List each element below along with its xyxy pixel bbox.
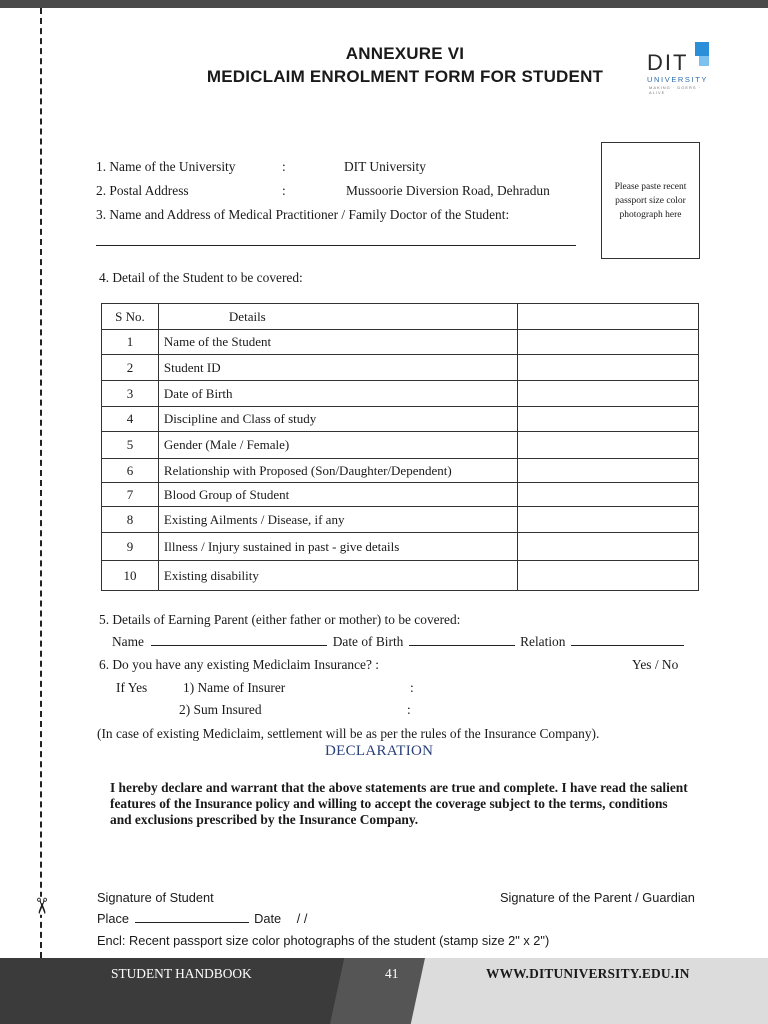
- table-header-row: [102, 304, 699, 330]
- header-sno: S No.: [102, 304, 159, 330]
- declaration-title: DECLARATION: [325, 743, 434, 759]
- university-name-value: DIT University: [344, 159, 426, 174]
- date-field[interactable]: / /: [296, 911, 308, 926]
- row-detail: Illness / Injury sustained in past - give details: [158, 533, 517, 561]
- scissors-icon: ✂: [28, 896, 54, 916]
- parent-details-line: [112, 634, 684, 650]
- insurer-name-label: 1) Name of Insurer: [183, 680, 286, 695]
- annexure-title: ANNEXURE VI: [345, 44, 465, 63]
- row-sno: 2: [102, 355, 159, 381]
- sum-insured-label: 2) Sum Insured: [179, 702, 262, 717]
- row-entry-cell[interactable]: [518, 533, 699, 561]
- parent-relation-field[interactable]: [571, 634, 684, 646]
- university-name-label: 1. Name of the University: [96, 159, 236, 174]
- table-row: [102, 533, 699, 561]
- table-row: [102, 561, 699, 591]
- row-detail: Date of Birth: [158, 381, 517, 407]
- parent-dob-field[interactable]: [409, 634, 515, 646]
- row-entry-cell[interactable]: [518, 459, 699, 483]
- row-detail: Gender (Male / Female): [158, 432, 517, 459]
- row-entry-cell[interactable]: [518, 330, 699, 355]
- table-row: [102, 507, 699, 533]
- medical-practitioner-line[interactable]: [96, 245, 576, 246]
- logo-subtext: UNIVERSITY: [647, 75, 709, 84]
- insurance-yes-no[interactable]: Yes / No: [632, 657, 679, 672]
- university-name-colon: :: [282, 159, 286, 174]
- row-detail: Relationship with Proposed (Son/Daughter/Dependent): [158, 459, 517, 483]
- declaration-body: I hereby declare and warrant that the above statements are true and complete. I have read the salient features of the Insurance policy and willing to accept the coverage subject to the terms, conditions and exclusions prescribed by the Insurance Company.: [110, 780, 688, 827]
- row-sno: 5: [102, 432, 159, 459]
- parent-name-field[interactable]: [151, 634, 327, 646]
- row-entry-cell[interactable]: [518, 432, 699, 459]
- row-detail: Discipline and Class of study: [158, 407, 517, 432]
- table-row: [102, 407, 699, 432]
- row-sno: 1: [102, 330, 159, 355]
- parent-dob-label: Date of Birth: [332, 634, 404, 649]
- student-signature-label: Signature of Student: [97, 890, 214, 905]
- photo-box-text: Please paste recent passport size color photograph here: [614, 181, 687, 220]
- parent-name-label: Name: [112, 634, 144, 649]
- row-sno: 9: [102, 533, 159, 561]
- header-details: Details: [158, 304, 517, 330]
- if-yes-label: If Yes: [116, 680, 148, 695]
- row-sno: 10: [102, 561, 159, 591]
- date-label: Date: [254, 911, 282, 926]
- row-detail: Name of the Student: [158, 330, 517, 355]
- top-border: [0, 0, 768, 8]
- form-title: MEDICLAIM ENROLMENT FORM FOR STUDENT: [206, 67, 604, 86]
- enclosure-note: Encl: Recent passport size color photographs of the student (stamp size 2" x 2"): [97, 933, 550, 948]
- footer-page-number: 41: [385, 966, 399, 981]
- row-entry-cell[interactable]: [518, 407, 699, 432]
- section6-question: 6. Do you have any existing Mediclaim Insurance? :: [99, 657, 380, 672]
- table-row: [102, 381, 699, 407]
- row-detail: Existing Ailments / Disease, if any: [158, 507, 517, 533]
- footer-page-band: [330, 958, 425, 1024]
- sum-insured-colon[interactable]: :: [407, 702, 411, 717]
- table-row: [102, 330, 699, 355]
- row-entry-cell[interactable]: [518, 507, 699, 533]
- student-details-table: [101, 303, 699, 591]
- place-label: Place: [97, 911, 130, 926]
- postal-address-colon: :: [282, 183, 286, 198]
- existing-mediclaim-note: (In case of existing Mediclaim, settlement will be as per the rules of the Insurance Company).: [97, 726, 600, 741]
- medical-practitioner-label: 3. Name and Address of Medical Practitioner / Family Doctor of the Student:: [96, 207, 510, 222]
- logo-tagline: MAKING · DOERS · ALIVE: [649, 85, 702, 95]
- logo-mark-accent: [699, 56, 709, 66]
- postal-address-label: 2. Postal Address: [96, 183, 189, 198]
- place-field[interactable]: [135, 911, 249, 923]
- row-entry-cell[interactable]: [518, 483, 699, 507]
- table-row: [102, 483, 699, 507]
- header-blank: [518, 304, 699, 330]
- row-detail: Blood Group of Student: [158, 483, 517, 507]
- logo-text: DIT: [647, 50, 689, 75]
- row-sno: 4: [102, 407, 159, 432]
- insurer-name-colon[interactable]: :: [410, 680, 414, 695]
- parent-relation-label: Relation: [520, 634, 566, 649]
- row-sno: 3: [102, 381, 159, 407]
- cut-line: [40, 8, 42, 958]
- row-sno: 7: [102, 483, 159, 507]
- dit-university-logo: [645, 42, 713, 95]
- footer-handbook-label: STUDENT HANDBOOK: [111, 966, 252, 981]
- row-sno: 8: [102, 507, 159, 533]
- row-detail: Student ID: [158, 355, 517, 381]
- row-entry-cell[interactable]: [518, 561, 699, 591]
- postal-address-value: Mussoorie Diversion Road, Dehradun: [346, 183, 550, 198]
- parent-signature-label: Signature of the Parent / Guardian: [500, 890, 695, 905]
- logo-mark-icon: [695, 42, 709, 56]
- row-detail: Existing disability: [158, 561, 517, 591]
- place-date-line: [97, 911, 307, 926]
- footer: [0, 958, 768, 1024]
- row-entry-cell[interactable]: [518, 381, 699, 407]
- table-row: [102, 355, 699, 381]
- footer-website[interactable]: WWW.DITUNIVERSITY.EDU.IN: [486, 966, 690, 981]
- row-sno: 6: [102, 459, 159, 483]
- table-row: [102, 432, 699, 459]
- section4-heading: 4. Detail of the Student to be covered:: [99, 270, 303, 285]
- table-row: [102, 459, 699, 483]
- section5-heading: 5. Details of Earning Parent (either father or mother) to be covered:: [99, 612, 461, 627]
- photo-box: [601, 142, 700, 259]
- row-entry-cell[interactable]: [518, 355, 699, 381]
